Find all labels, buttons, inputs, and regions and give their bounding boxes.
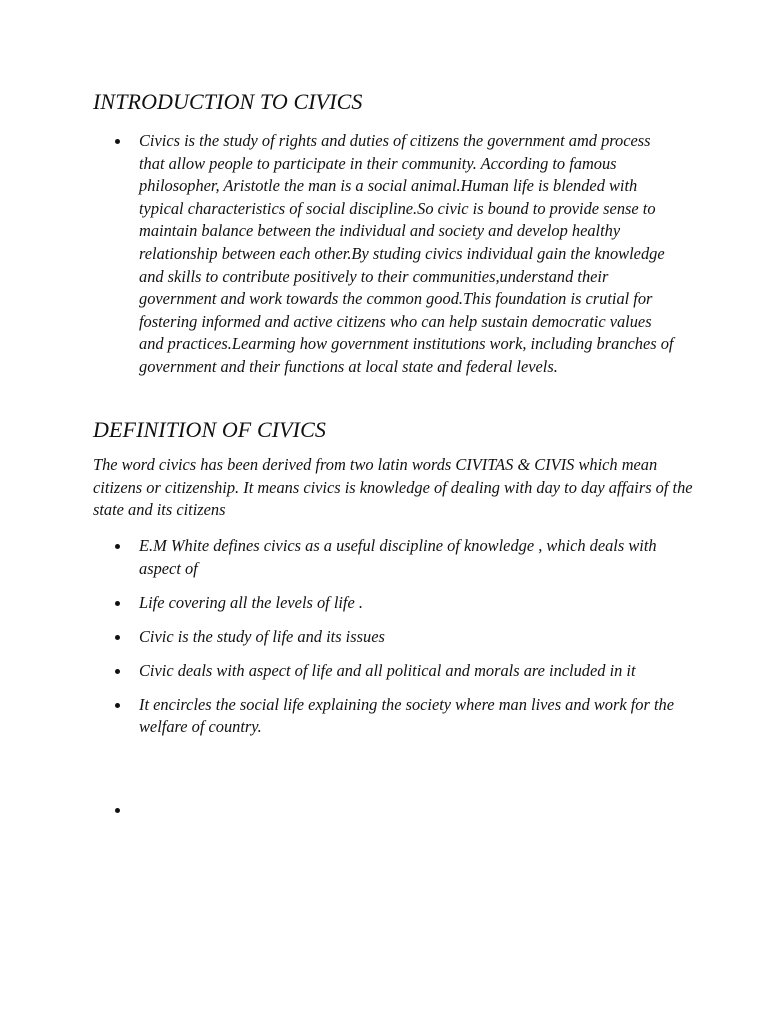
definition-bullet-item <box>0 660 679 683</box>
definition-bullet-list <box>0 535 690 750</box>
definition-bullet-item <box>0 626 679 649</box>
bullet-icon <box>115 635 120 640</box>
definition-bullet-item <box>0 535 679 580</box>
empty-bullet-icon <box>115 808 120 813</box>
intro-bullet-list <box>0 130 690 379</box>
heading-definition: DEFINITION OF CIVICS <box>93 417 326 442</box>
bullet-icon <box>115 139 120 144</box>
definition-paragraph: The word civics has been derived from two latin words CIVITAS & CIVIS which mean citizens or citizenship. It means civics is knowledge of dealing with day to day affairs of the state and its citizens <box>93 455 693 520</box>
bullet-icon <box>115 544 120 549</box>
bullet-icon <box>115 601 120 606</box>
definition-bullet-text: Life covering all the levels of life . <box>139 592 363 612</box>
intro-bullet-item <box>0 130 674 379</box>
definition-bullet-text: E.M White defines civics as a useful discipline of knowledge , which deals with aspect of <box>139 536 657 578</box>
intro-bullet-text: Civics is the study of rights and duties of citizens the government amd process that allow people to participate in their community. According to famous philosopher, Aristotle the man is a social animal.Human life is blended with typical characteristics of social discipline.So civic is bound to provide sense to maintain balance between the individual and society and develop healthy relationship between each other.By studing civics individual gain the knowledge and skills to contribute positively to their communities,understand their government and work towards the common good.This foundation is crutial for fostering informed and active citizens who can help sustain democratic values and practices.Learming how government institutions work, including branches of government and their functions at local state and federal levels. <box>139 131 674 376</box>
definition-bullet-text: Civic deals with aspect of life and all political and morals are included in it <box>139 660 636 680</box>
definition-bullet-item <box>0 694 679 739</box>
definition-bullet-item <box>0 592 679 615</box>
heading-introduction: INTRODUCTION TO CIVICS <box>93 89 363 114</box>
bullet-icon <box>115 703 120 708</box>
definition-bullet-text: Civic is the study of life and its issues <box>139 626 385 646</box>
bullet-icon <box>115 669 120 674</box>
definition-bullet-text: It encircles the social life explaining the society where man lives and work for the welfare of country. <box>139 694 674 737</box>
